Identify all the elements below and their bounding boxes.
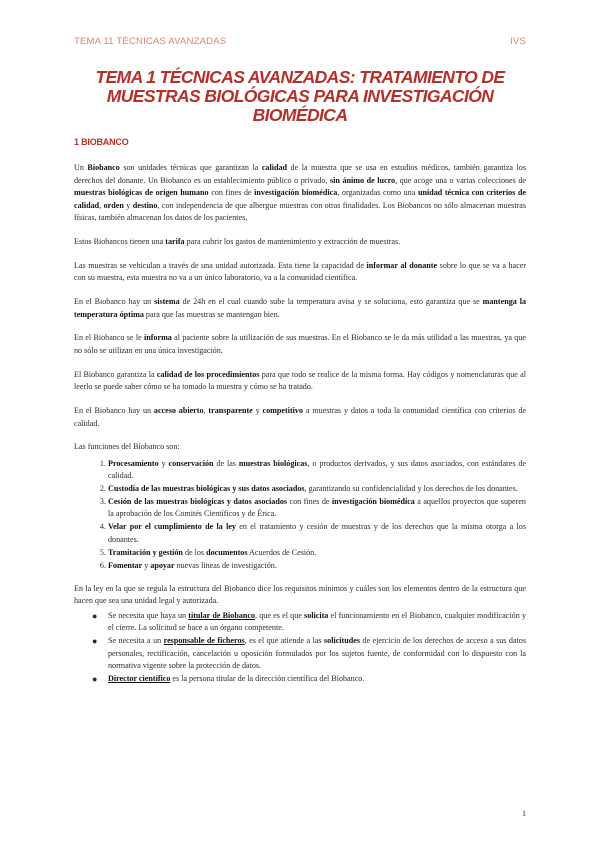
paragraph-unidad-autorizada: Las muestras se vehiculan a través de una unidad autorizada. Esta tiene la capacidad de informar al donante sobre lo que se va a hacer con su muestra, esta muestra no va a un único laboratorio, va a la comunidad científica. [74, 260, 526, 283]
list-item: ● Se necesita a un responsable de ficheros, es el que atiende a las solicitudes de ejercicio de los derechos de acceso a sus datos personales, rectificación, cancelación u oposición formulados por los sujetos fuente, de conformidad con lo dispuesto con la normativa vigente sobre la protección de datos. [92, 636, 526, 670]
bullet-icon: ● [92, 673, 98, 684]
paragraph-calidad-procedimientos: El Biobanco garantiza la calidad de los procedimientos para que todo se realice de la misma forma. Hay códigos y nomenclaturas que al leerlo se puede saber cómo se ha tomado la muestra y cómo se ha tratado. [74, 369, 526, 392]
bullet-icon: ● [92, 636, 98, 647]
document-body [74, 136, 526, 686]
law-intro: En la ley en la que se regula la estructura del Biobanco dice los requisitos mínimos y cuáles son los elementos dentro de la estructura que hacen que sea una unidad legal y autorizada. [74, 583, 526, 606]
paragraph-tarifa: Estos Biobancos tienen una tarifa para cubrir los gastos de mantenimiento y extracción de muestras. [74, 236, 401, 246]
list-item: 6. Fomentar y apoyar nuevas líneas de investigación. [108, 560, 526, 572]
paragraph-informa: En el Biobanco se le informa al paciente sobre la utilización de sus muestras. En el Biobanco se le da más utilidad a las muestras, ya que no sólo se utilizan en una única investigación. [74, 333, 526, 355]
header-left: TEMA 11 TÉCNICAS AVANZADAS [74, 36, 227, 47]
paragraph-sistema: En el Biobanco hay un sistema de 24h en el cual cuando sube la temperatura avisa y se soluciona, esto garantiza que se mantenga la temperatura óptima para que las muestras se mantengan bien. [74, 297, 526, 319]
list-item: ● Se necesita que haya un titular de Biobanco, que es el que solicita el funcionamiento en el Biobanco, cualquier modificación y el cierre. La solicitud se hace a un órgano competente. [92, 610, 526, 633]
list-item: 2. Custodia de las muestras biológicas y sus datos asociados, garantizando su confidencialidad y los derechos de los donantes. [108, 483, 526, 495]
functions-list [74, 458, 526, 572]
document-title: TEMA 1 TÉCNICAS AVANZADAS: TRATAMIENTO DE MUESTRAS BIOLÓGICAS PARA INVESTIGACIÓN BIOMÉDICA [95, 67, 505, 125]
list-item: ● Director científico es la persona titular de la dirección científica del Biobanco. [92, 673, 365, 684]
header-right: IVS [510, 36, 526, 47]
list-item: 5. Tramitación y gestión de los documentos Acuerdos de Cesión. [108, 547, 526, 559]
page-number: 1 [522, 809, 526, 818]
functions-intro: Las funciones del Biobanco son: [74, 442, 180, 452]
page-header [74, 36, 526, 47]
list-item: 3. Cesión de las muestras biológicas y datos asociados con fines de investigación biomédica a aquellos proyectos que superen la aprobación de los Comités Científicos y de Érica. [108, 496, 526, 521]
section-heading: 1 BIOBANCO [74, 137, 129, 147]
law-bullet-list [74, 610, 526, 685]
list-item: 4. Velar por el cumplimiento de la ley en el tratamiento y cesión de muestras y de los derechos que la misma otorga a los donantes. [108, 521, 526, 546]
paragraph-biobanco-definition: Un Biobanco son unidades técnicas que garantizan la calidad de la muestra que se usa en estudios médicos, también garantiza los derechos del donante. Un Biobanco es un establecimiento público o privado, sin ánimo de lucro, que acoge una o varias colecciones de muestras biológicas de origen humano con fines de investigación biomédica, organizadas como una unidad técnica con criterios de calidad, orden y destino, con independencia de que albergue muestras con otras finalidades. Los Biobancos no sólo almacenan muestras físicas, también almacenan los datos de los pacientes, [74, 163, 527, 223]
bullet-icon: ● [92, 610, 98, 621]
list-item: 1. Procesamiento y conservación de las muestras biológicas, o productos derivados, y sus datos asociados, con estándares de calidad. [108, 458, 526, 483]
paragraph-acceso-abierto: En el Biobanco hay un acceso abierto, transparente y competitivo a muestras y datos a toda la comunidad científica con criterios de calidad. [74, 406, 527, 428]
